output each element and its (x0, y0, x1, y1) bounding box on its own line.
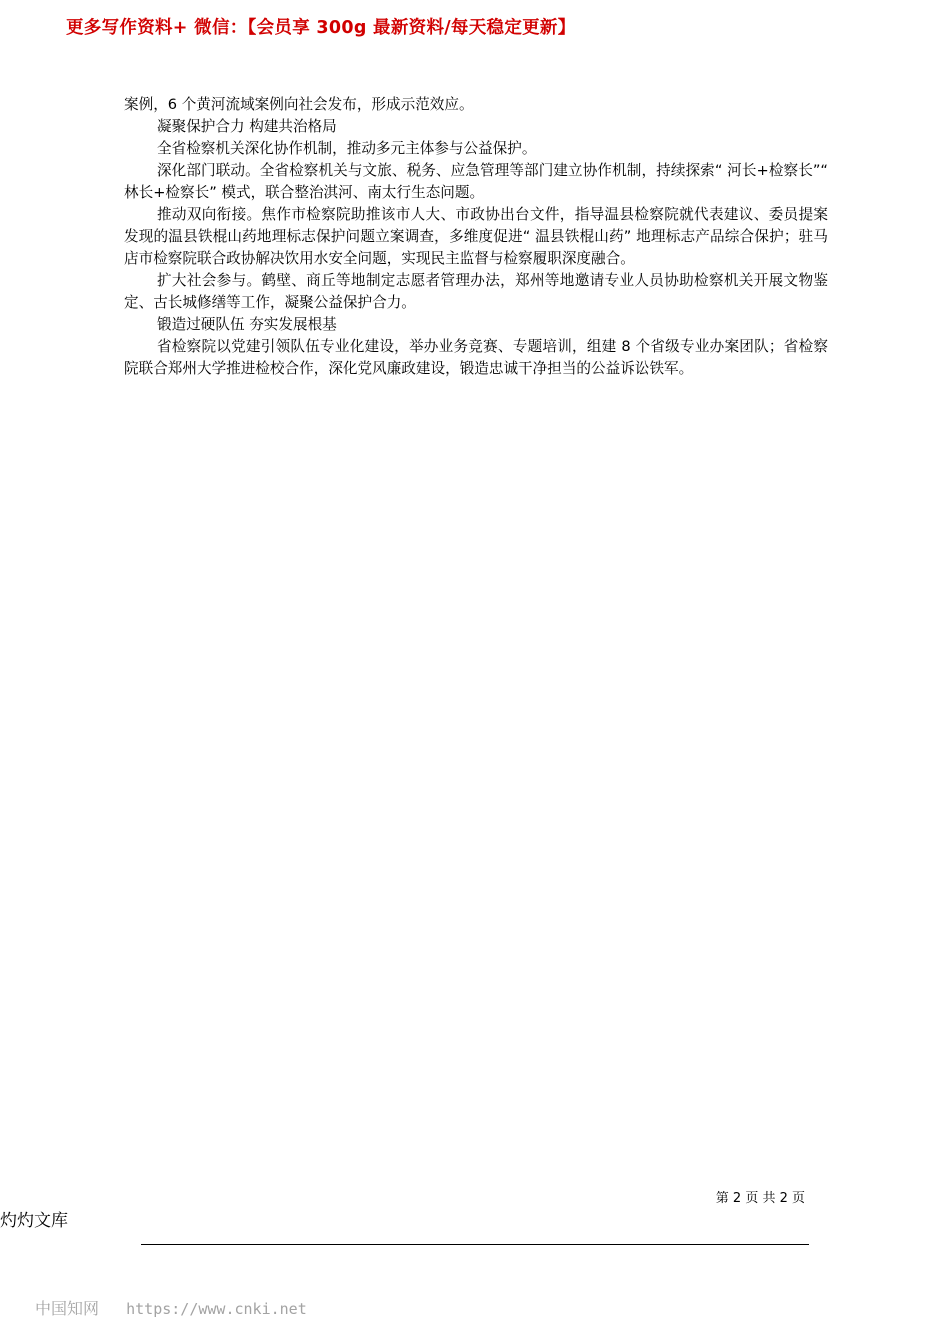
library-name: 灼灼文库 (0, 1211, 68, 1231)
paragraph-intro: 全省检察机关深化协作机制，推动多元主体参与公益保护。 (157, 140, 537, 157)
section-heading-cooperation: 凝聚保护合力 构建共治格局 (157, 118, 337, 135)
watermark-url: https://www.cnki.net (126, 1300, 307, 1318)
document-body (124, 94, 828, 380)
watermark-name: 中国知网 (35, 1299, 100, 1318)
page-number: 第 2 页 共 2 页 (715, 1191, 805, 1206)
promo-banner: 更多写作资料+ 微信：【会员享 300g 最新资料/每天稳定更新】 (66, 18, 576, 38)
paragraph-department-linkage: 深化部门联动。全省检察机关与文旅、税务、应急管理等部门建立协作机制，持续探索“ 河长+检察长”“ 林长+检察长” 模式，联合整治淇河、南太行生态问题。 (124, 162, 828, 201)
watermark (35, 1296, 307, 1319)
paragraph-two-way-connection: 推动双向衔接。焦作市检察院助推该市人大、市政协出台文件，指导温县检察院就代表建议、委员提案发现的温县铁棍山药地理标志保护问题立案调查，多维度促进“ 温县铁棍山药” 地理标志产品综合保护；驻马店市检察院联合政协解决饮用水安全问题，实现民主监督与检察履职深度融合。 (124, 206, 828, 267)
section-heading-team: 锻造过硬队伍 夯实发展根基 (157, 316, 337, 333)
paragraph-team-building: 省检察院以党建引领队伍专业化建设，举办业务竞赛、专题培训，组建 8 个省级专业办案团队；省检察院联合郑州大学推进检校合作，深化党风廉政建设，锻造忠诚干净担当的公益诉讼铁军。 (124, 338, 828, 377)
paragraph-social-participation: 扩大社会参与。鹤壁、商丘等地制定志愿者管理办法，郑州等地邀请专业人员协助检察机关开展文物鉴定、古长城修缮等工作，凝聚公益保护合力。 (124, 272, 828, 311)
footer-divider (141, 1244, 809, 1245)
paragraph-continuation: 案例，6 个黄河流域案例向社会发布，形成示范效应。 (124, 96, 474, 113)
